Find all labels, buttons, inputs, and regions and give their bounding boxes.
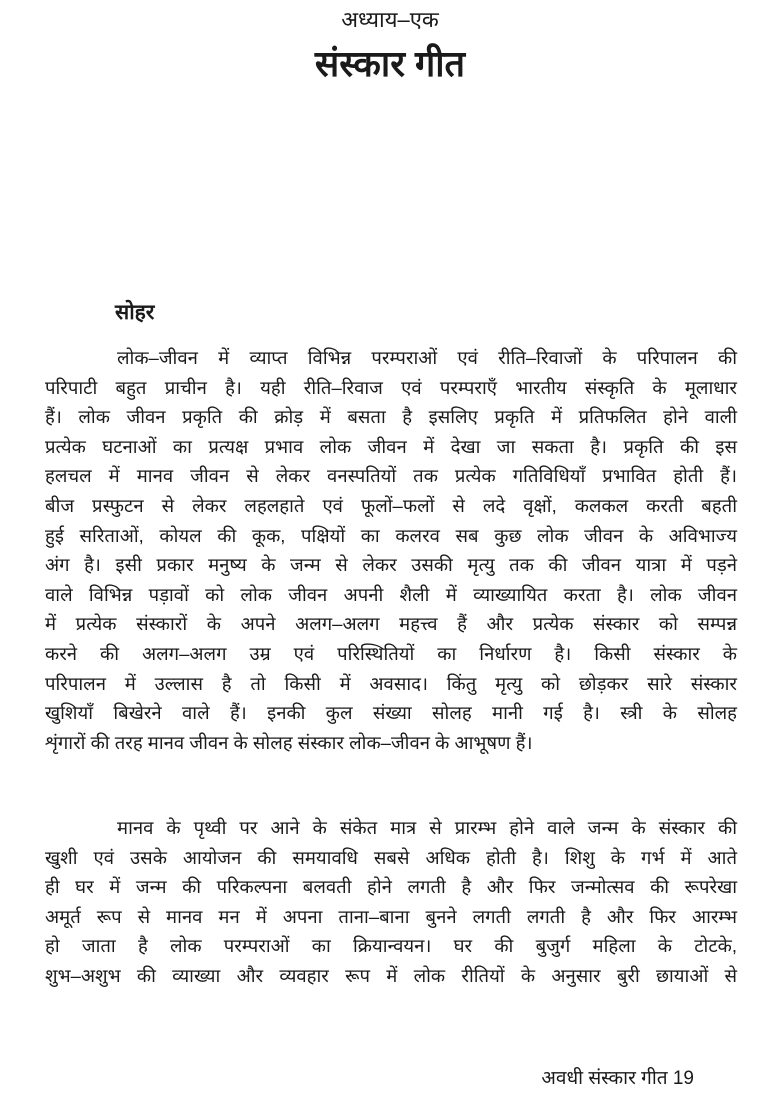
text-line: हुई सरिताओं, कोयल की कूक, पक्षियों का कलरव सब कुछ लोक जीवन के अविभाज्य [45, 524, 737, 546]
text-line: ही घर में जन्म की परिकल्पना बलवती होने लगती है और फिर जन्मोत्सव की रूपरेखा [45, 876, 737, 898]
text-line: प्रत्येक घटनाओं का प्रत्यक्ष प्रभाव लोक जीवन में देखा जा सकता है। प्रकृति की इस [45, 435, 737, 457]
text-line: मानव के पृथ्वी पर आने के संकेत मात्र से प्रारम्भ होने वाले जन्म के संस्कार की [117, 817, 737, 838]
page-footer [541, 1064, 694, 1090]
text-line: परिपाटी बहुत प्राचीन है। यही रीति–रिवाज एवं परम्पराएँ भारतीय संस्कृति के मूलाधार [45, 376, 737, 398]
section-heading: सोहर [115, 301, 155, 324]
text-line: में प्रत्येक संस्कारों के अपने अलग–अलग महत्त्व हैं और प्रत्येक संस्कार को सम्पन्न [45, 613, 737, 635]
text-line: बीज प्रस्फुटन से लेकर लहलहाते एवं फूलों–फलों से लदे वृक्षों, कलकल करती बहती [45, 494, 737, 516]
text-line: हलचल में मानव जीवन से लेकर वनस्पतियों तक प्रत्येक गतिविधियाँ प्रभावित होती हैं। [45, 465, 737, 487]
text-line: अमूर्त रूप से मानव मन में अपना ताना–बाना बुनने लगती लगती है और फिर आरम्भ [45, 905, 737, 927]
text-line: लोक–जीवन में व्याप्त विभिन्न परम्पराओं एवं रीति–रिवाजों के परिपालन की [117, 347, 737, 368]
page-title: संस्कार गीत [314, 43, 466, 84]
paragraph-2 [45, 813, 737, 991]
text-line: हैं। लोक जीवन प्रकृति की क्रोड़ में बसता है इसलिए प्रकृति में प्रतिफलित होने वाली [45, 406, 737, 428]
text-line: अंग है। इसी प्रकार मनुष्य के जन्म से लेकर उसकी मृत्यु तक की जीवन यात्रा में पड़ने [45, 554, 737, 576]
page-number: 19 [672, 1068, 694, 1089]
text-line: वाले विभिन्न पड़ावों को लोक जीवन अपनी शैली में व्याख्यायित करता है। लोक जीवन [45, 583, 737, 605]
text-line: खुशियाँ बिखेरने वाले हैं। इनकी कुल संख्या सोलह मानी गई है। स्त्री के सोलह [45, 702, 737, 724]
text-line: शुभ–अशुभ की व्याख्या और व्यवहार रूप में लोक रीतियों के अनुसार बुरी छायाओं से [45, 964, 737, 986]
running-title: अवधी संस्कार गीत [541, 1068, 668, 1089]
text-line: हो जाता है लोक परम्पराओं का क्रियान्वयन। घर की बुजुर्ग महिला के टोटके, [45, 935, 737, 957]
paragraph-1 [45, 343, 737, 757]
text-line: शृंगारों की तरह मानव जीवन के सोलह संस्कार लोक–जीवन के आभूषण हैं। [45, 731, 533, 753]
text-line: खुशी एवं उसके आयोजन की समयावधि सबसे अधिक होती है। शिशु के गर्भ में आते [45, 846, 737, 868]
text-line: करने की अलग–अलग उम्र एवं परिस्थितियों का निर्धारण है। किसी संस्कार के [45, 642, 737, 664]
text-line: परिपालन में उल्लास है तो किसी में अवसाद। किंतु मृत्यु को छोड़कर सारे संस्कार [45, 672, 737, 694]
chapter-label: अध्याय–एक [341, 7, 439, 32]
